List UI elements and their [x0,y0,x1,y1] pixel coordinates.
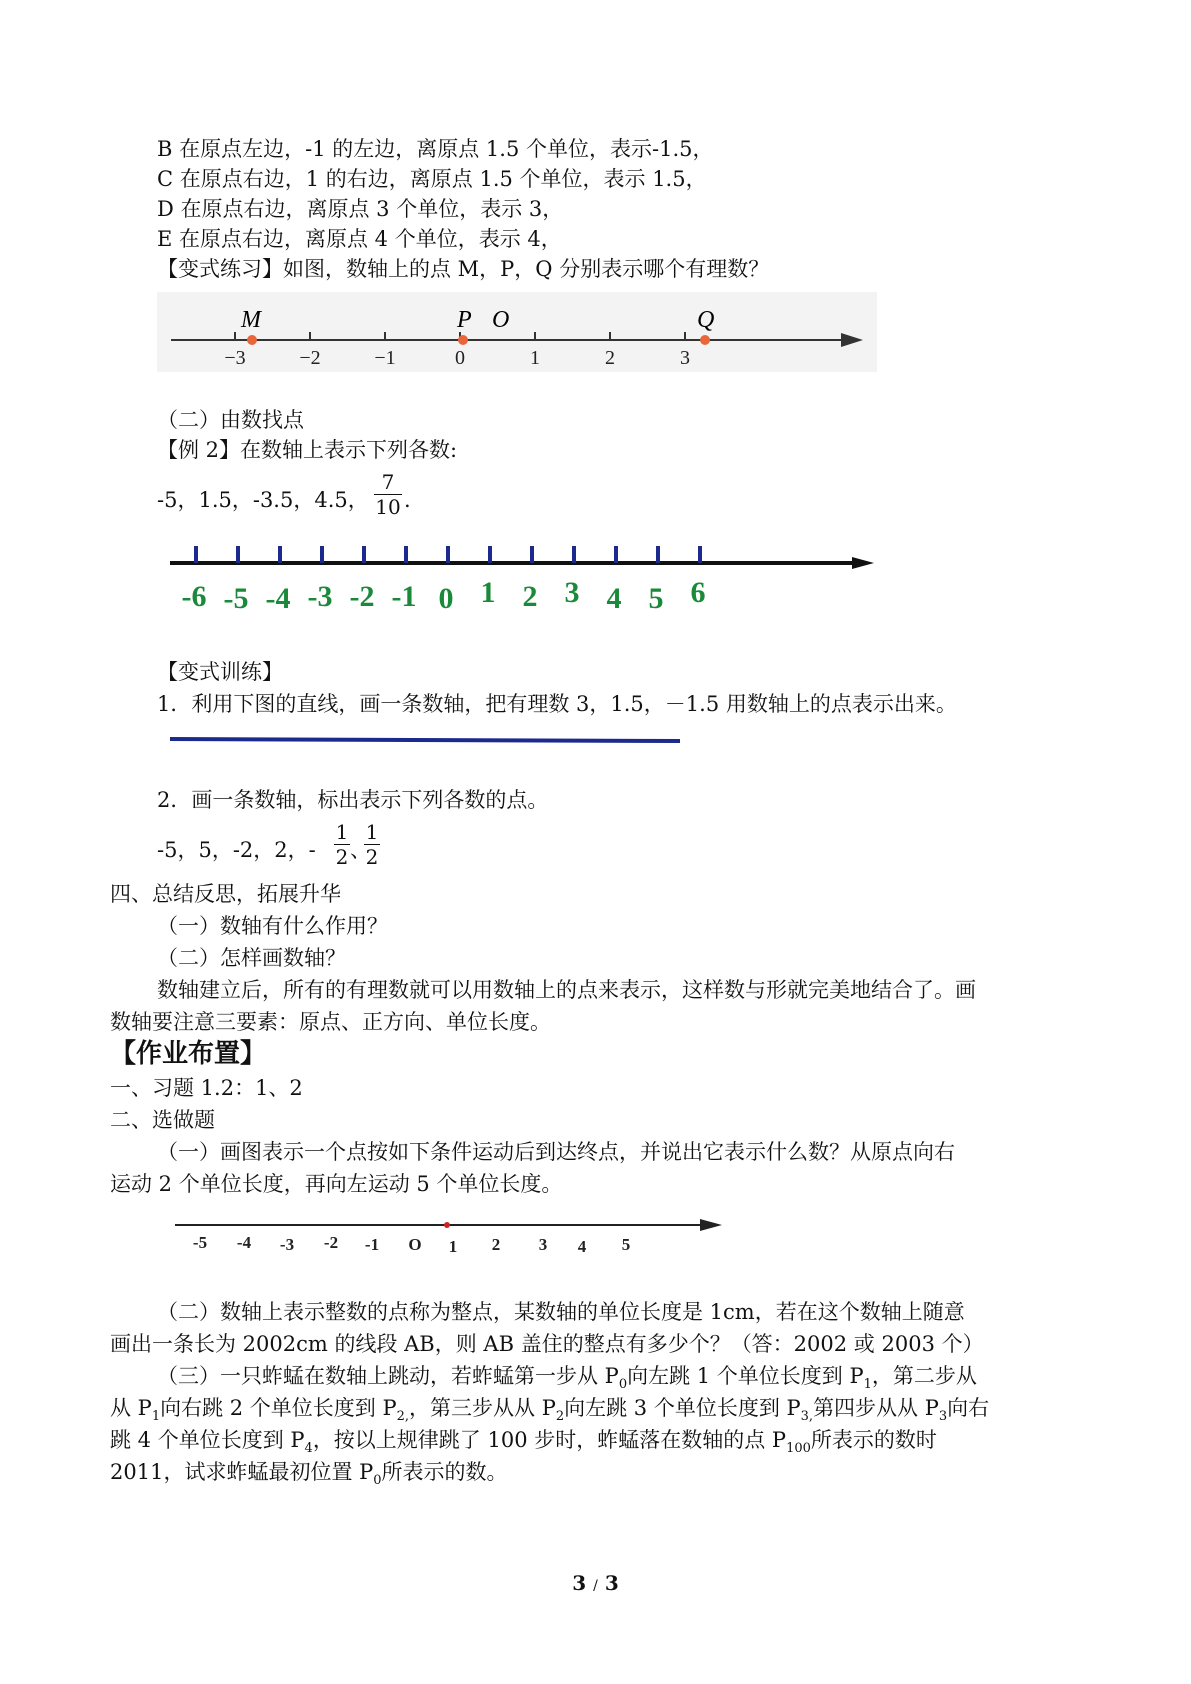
point-p [458,335,468,345]
summary-paragraph-1: 数轴建立后，所有的有理数就可以用数轴上的点来表示，这样数与形就完美地结合了。画 [157,978,976,1002]
problem-1-line-2: 运动 2 个单位长度，再向左运动 5 个单位长度。 [110,1172,563,1196]
example-2-numbers: -5，1.5，-3.5，4.5， [157,488,369,512]
problem-3-line-3: 跳 4 个单位长度到 $P_4$，按以上规律跳了 100 步时，蚱蜢落在数轴的点 $P_{100}$所表示的数时 [110,1428,937,1457]
axis1-tick-label: 1 [530,347,540,369]
axis1-tick-label: −3 [224,347,246,369]
axis2-tick-label: 0 [438,582,454,615]
text-line-b: B 在原点左边，-1 的左边，离原点 1.5 个单位，表示-1.5， [157,137,714,161]
axis3-tick-label: 3 [538,1235,548,1254]
point-label-p: P [457,307,472,333]
fraction-denominator: 10 [375,495,401,519]
axis3-tick-label: 4 [577,1237,587,1256]
axis3-tick-label: -4 [236,1233,252,1252]
axis3-tick-label: 1 [448,1237,458,1256]
point-m [247,335,257,345]
axis2-tick-label: -3 [307,580,333,613]
page-number: 3 / 3 [572,1571,619,1595]
axis2-tick-label: 6 [690,576,706,609]
axis2-tick-label: 3 [564,576,580,609]
axis2-tick-label: 2 [522,580,538,613]
axis3-tick-label: 2 [491,1235,501,1254]
axis2-tick-label: -1 [391,580,417,613]
fraction-half-1: 1 2 [335,820,349,869]
axis1-tick-label: 2 [605,347,615,369]
homework-item-2: 二、选做题 [110,1108,215,1132]
fraction-period: . [404,488,411,512]
axis3-tick-label: -5 [192,1233,208,1252]
training-q2: 2．画一条数轴，标出表示下列各数的点。 [157,788,549,812]
text-line-d: D 在原点右边，离原点 3 个单位，表示 3， [157,197,564,221]
training-q1: 1．利用下图的直线，画一条数轴，把有理数 3，1.5，－1.5 用数轴上的点表示出来。 [157,692,957,716]
axis2-tick-label: 4 [606,582,622,615]
fraction-half-2: 1 2 [365,820,379,869]
number-line-example-2 [168,538,878,618]
axis3-tick-label: 5 [621,1235,631,1254]
homework-heading: 【作业布置】 [110,1039,267,1069]
axis3-tick-label: O [408,1235,422,1254]
problem-3-line-2: 从 $P_1$向右跳 2 个单位长度到 $P_{2,}$，第三步从从 $P_2$向左跳 3 个单位长度到 $P_{3,}$第四步从从 $P_3$向右 [110,1396,990,1425]
point-q [700,335,710,345]
point-label-o: O [492,307,510,333]
axis2-tick-label: 1 [480,576,496,609]
blank-line [170,735,690,745]
axis2-tick-label: -2 [349,580,375,613]
axis2-tick-label: -5 [223,582,249,615]
fraction-7-10 [374,470,402,519]
text-line-e: E 在原点右边，离原点 4 个单位，表示 4， [157,227,562,251]
origin-dot [444,1222,450,1228]
example-2-text: 【例 2】在数轴上表示下列各数: [157,438,458,462]
variant-exercise-text: 【变式练习】如图，数轴上的点 M，P，Q 分别表示哪个有理数？ [157,257,770,281]
problem-1-line-1: （一）画图表示一个点按如下条件运动后到达终点，并说出它表示什么数？从原点向右 [157,1140,955,1164]
fraction-numerator: 7 [381,470,395,494]
axis1-tick-label: −1 [374,347,396,369]
summary-heading: 四、总结反思，拓展升华 [110,882,341,906]
problem-2-line-1: （二）数轴上表示整数的点称为整点，某数轴的单位长度是 1cm，若在这个数轴上随意 [157,1300,965,1324]
number-line-mpq [157,292,877,372]
axis1-tick-label: 0 [455,347,465,369]
axis2-tick-label: -6 [181,580,207,613]
section-find-point-heading: （二）由数找点 [157,408,304,432]
training-q2-numbers: -5，5，-2，2，- [157,838,316,862]
number-line-homework [170,1208,730,1258]
axis3-tick-label: -3 [279,1235,295,1254]
separator: 、 [350,838,371,862]
problem-2-line-2: 画出一条长为 2002cm 的线段 AB，则 AB 盖住的整点有多少个？（答：2002 或 2003 个） [110,1332,984,1356]
problem-3-line-1: （三）一只蚱蜢在数轴上跳动，若蚱蜢第一步从 $P_0$向左跳 1 个单位长度到 $P_1$，第二步从 [157,1364,977,1393]
axis1-tick-label: 3 [680,347,690,369]
variant-training-heading: 【变式训练】 [157,660,283,684]
text-line-c: C 在原点右边，1 的右边，离原点 1.5 个单位，表示 1.5， [157,167,707,191]
summary-q1: （一）数轴有什么作用？ [157,914,388,938]
axis2-tick-label: 5 [648,582,664,615]
point-label-q: Q [697,307,715,333]
homework-item-1: 一、习题 1.2：1、2 [110,1076,303,1100]
axis2-tick-label: -4 [265,582,291,615]
summary-paragraph-2: 数轴要注意三要素：原点、正方向、单位长度。 [110,1010,551,1034]
problem-3-line-4: 2011，试求蚱蜢最初位置 $P_0$所表示的数。 [110,1460,508,1489]
axis1-tick-label: −2 [299,347,321,369]
point-label-m: M [241,307,261,333]
summary-q2: （二）怎样画数轴？ [157,946,346,970]
axis3-tick-label: -2 [323,1233,339,1252]
axis3-tick-label: -1 [364,1235,380,1254]
